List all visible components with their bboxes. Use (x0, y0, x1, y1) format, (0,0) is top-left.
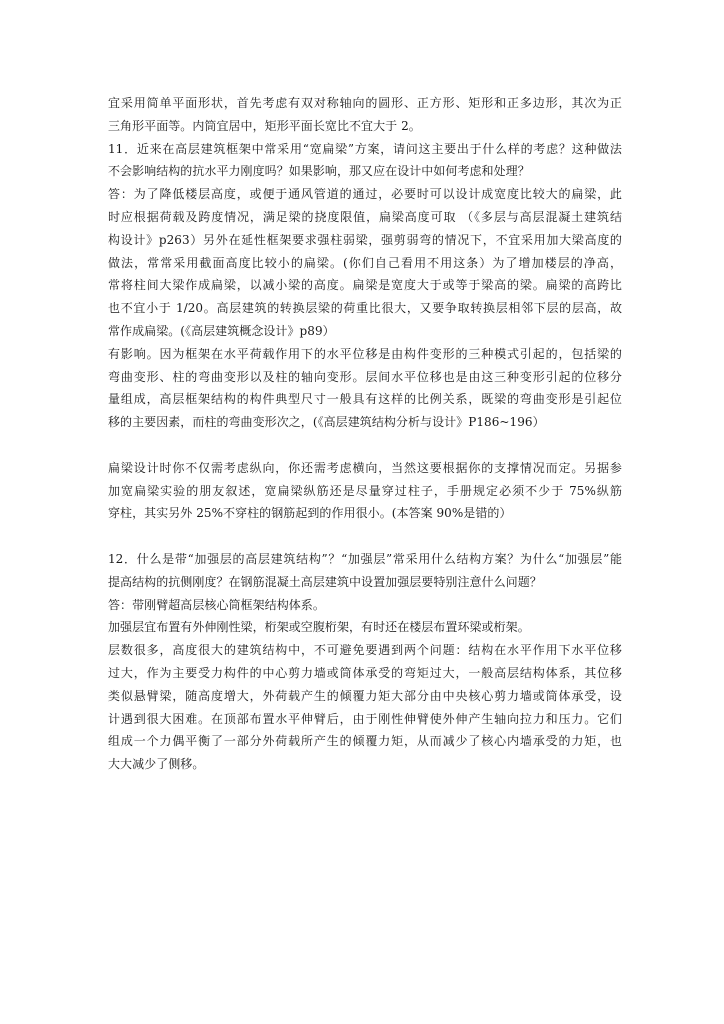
blank-line (108, 434, 622, 457)
text-line: 做法，常常采用截面高度比较小的扁梁。(你们自己看用不用这条）为了增加楼层的净高， (108, 255, 622, 270)
text-line: 穿柱，其实另外 25%不穿柱的钢筋起到的作用很小。(本答案 90%是错的） (108, 506, 512, 521)
text-line: 12．什么是带“加强层的高层建筑结构”？“加强层”常采用什么结构方案？为什么“加强层”能 (108, 551, 622, 566)
text-line: 加强层宜布置有外伸刚性梁，桁架或空腹桁架，有时还在楼层布置环梁或桁架。 (108, 620, 530, 635)
text-line: 有影响。因为框架在水平荷载作用下的水平位移是由构件变形的三种模式引起的，包括梁的 (108, 346, 622, 361)
text-line: 量组成，高层框架结构的构件典型尺寸一般具有这样的比例关系，既梁的弯曲变形是引起位 (108, 392, 622, 407)
answer-11 (108, 183, 622, 343)
answer-11-influence (108, 343, 622, 434)
text-line: 层数很多，高度很大的建筑结构中，不可避免要遇到两个问题：结构在水平作用下水平位移 (108, 643, 622, 658)
text-line: 加宽扁梁实验的朋友叙述，宽扁梁纵筋还是尽量穿过柱子，手册规定必须不少于 75%纵筋 (108, 483, 622, 498)
paragraph-intro-continuation (108, 92, 622, 138)
text-line: 11．近来在高层建筑框架中常采用“宽扁梁”方案，请问这主要出于什么样的考虑？这种做法 (108, 141, 622, 156)
document-page (108, 92, 622, 776)
text-line: 宜采用简单平面形状，首先考虑有双对称轴向的圆形、正方形、矩形和正多边形，其次为正 (108, 96, 622, 110)
text-line: 答：带刚臂超高层核心筒框架结构体系。 (108, 597, 325, 612)
answer-12 (108, 594, 622, 617)
question-11 (108, 138, 622, 184)
text-line: 弯曲变形、柱的弯曲变形以及柱的轴向变形。层间水平位移也是由这三种变形引起的位移分 (108, 369, 622, 384)
text-line: 类似悬臂梁，随高度增大，外荷载产生的倾覆力矩大部分由中央核心剪力墙或筒体承受，设 (108, 688, 622, 703)
answer-11-wide-beam-note (108, 457, 622, 525)
text-line: 三角形平面等。内筒宜居中，矩形平面长宽比不宜大于 2。 (108, 118, 421, 133)
text-line: 也不宜小于 1/20。高层建筑的转换层梁的荷重比很大，又要争取转换层相邻下层的层高，故 (108, 301, 622, 316)
text-line: 时应根据荷载及跨度情况，满足梁的挠度限值，扁梁高度可取 （《多层与高层混凝土建筑结 (108, 209, 622, 224)
question-12 (108, 548, 622, 594)
text-line: 组成一个力偶平衡了一部分外荷载所产生的倾覆力矩，从而减少了核心内墙承受的力矩，也 (108, 734, 622, 749)
text-line: 移的主要因素，而柱的弯曲变形次之，(《高层建筑结构分析与设计》P186~196） (108, 415, 545, 430)
text-line: 不会影响结构的抗水平力刚度吗？如果影响，那又应在设计中如何考虑和处理？ (108, 164, 530, 179)
text-line: 计遇到很大困难。在顶部布置水平伸臂后，由于刚性伸臂使外伸产生轴向拉力和压力。它们 (108, 711, 622, 726)
answer-12-layout (108, 616, 622, 639)
text-line: 常作成扁梁。(《高层建筑概念设计》p89） (108, 323, 335, 338)
text-line: 常将柱间大梁作成扁梁，以减小梁的高度。扁梁是宽度大于或等于梁高的梁。扁梁的高跨比 (108, 278, 622, 293)
answer-12-explanation (108, 639, 622, 776)
text-line: 大大减少了侧移。 (108, 757, 205, 772)
text-line: 提高结构的抗侧刚度？在钢筋混凝土高层建筑中设置加强层要特别注意什么问题？ (108, 574, 542, 589)
blank-line (108, 525, 622, 548)
text-line: 构设计》p263）另外在延性框架要求强柱弱梁，强剪弱弯的情况下，不宜采用加大梁高度的 (108, 232, 622, 247)
text-line: 过大，作为主要受力构件的中心剪力墙或筒体承受的弯矩过大，一般高层结构体系，其位移 (108, 665, 622, 680)
text-line: 扁梁设计时你不仅需考虑纵向，你还需考虑横向，当然这要根据你的支撑情况而定。另据参 (108, 460, 622, 475)
text-line: 答：为了降低楼层高度，或便于通风管道的通过，必要时可以设计成宽度比较大的扁梁，此 (108, 187, 622, 202)
